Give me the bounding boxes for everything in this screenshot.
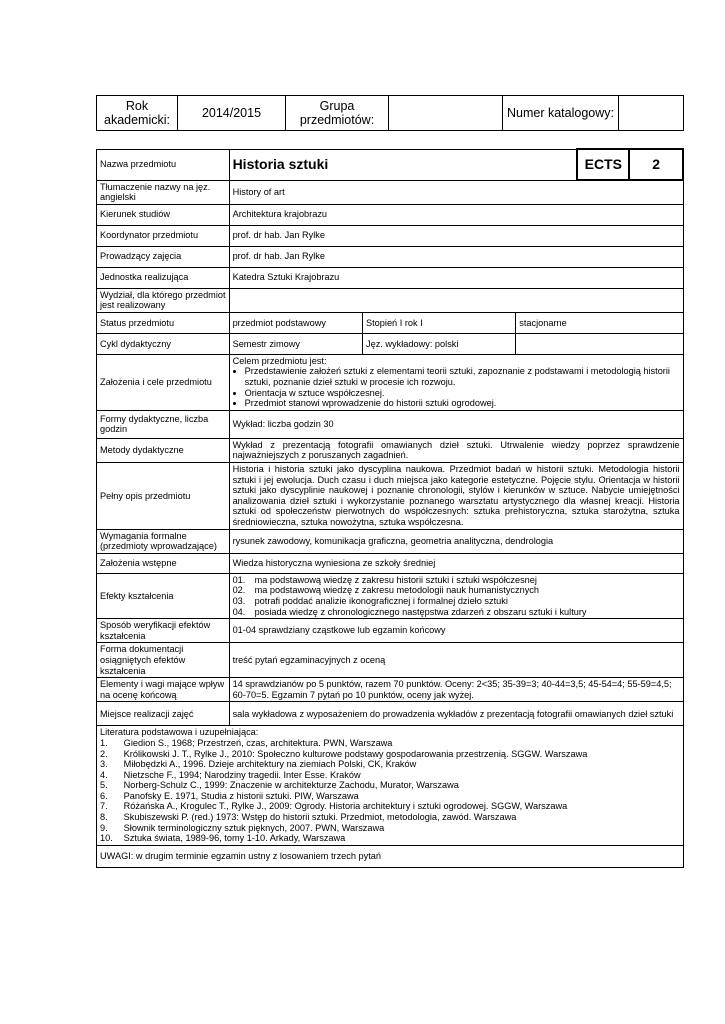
forms-label: Formy dydaktyczne, liczba godzin <box>97 410 230 438</box>
literature-item: 9. Słownik terminologiczny sztuk pięknych, 2007. PWN, Warszawa <box>100 822 385 833</box>
literature-item: 6. Panofsky E. 1971, Studia z historii sztuki. PIW, Warszawa <box>100 790 359 801</box>
cycle-label: Cykl dydaktyczny <box>97 333 230 354</box>
faculty-value <box>229 288 683 312</box>
cycle-value: Semestr zimowy <box>229 333 362 354</box>
goals-intro: Celem przedmiotu jest: <box>232 355 327 366</box>
literature-item: 7. Różańska A., Krogulec T., Rylke J., 2009: Ogrody. Historia architektury i sztuki ogrodowej. SGGW, Warszawa <box>100 801 568 812</box>
group-label: Grupa przedmiotów: <box>286 96 389 131</box>
year-label: Rok akademicki: <box>97 96 178 131</box>
faculty-label: Wydział, dla którego przedmiot jest realizowany <box>97 288 230 312</box>
course-table <box>96 148 684 868</box>
description-value: Historia i historia sztuki jako dyscyplina naukowa. Przedmiot badań w historii sztuki. Metodologia historii sztuki i jej ewolucja. Duch czasu i duch miejsca jako kategorie estetyczne. Pojęcie stylu. Orientacja w historii sztuki jako dyscyplinie naukowej i poznanie chronologii, stylów i kierunków w sztuce. Nabycie umiejętności analizowania dzieł sztuki i wykorzystanie poznanego warsztatu artystycznego dla własnej kreacji. Historia sztuki od społeczeństw pierwotnych do współczesnych: sztuka prehistoryczna, sztuka starożytna, sztuka średniowieczna, sztuka nowożytna, sztuka współczesna. <box>229 463 683 530</box>
group-value <box>389 96 503 131</box>
field-value: Architektura krajobrazu <box>229 204 683 225</box>
lecturer-label: Prowadzący zajęcia <box>97 246 230 267</box>
literature-item: 2. Królikowski J. T., Rylke J., 2010: Społeczno kulturowe podstawy gospodarowania przestrzenią. SGGW. Warszawa <box>100 748 588 759</box>
language-value: Jęz. wykładowy: polski <box>363 333 516 354</box>
coordinator-value: prof. dr hab. Jan Rylke <box>229 225 683 246</box>
ects-label: ECTS <box>577 149 629 180</box>
goals-label: Założenia i cele przedmiotu <box>97 354 230 410</box>
outcomes-list <box>233 575 680 617</box>
verification-label: Sposób weryfikacji efektów kształcenia <box>97 619 230 643</box>
translation-label: Tłumaczenie nazwy na jęz. angielski <box>97 180 230 204</box>
outcomes-cell <box>229 573 683 618</box>
literature-item: 1. Giedion S., 1968; Przestrzeń, czas, architektura. PWN, Warszawa <box>100 737 393 748</box>
literature-item: 3. Miłobędzki A., 1996. Dzieje architektury na ziemiach Polski, CK, Kraków <box>100 759 417 770</box>
prereq-label: Wymagania formalne (przedmioty wprowadzające) <box>97 529 230 553</box>
year-value: 2014/2015 <box>178 96 286 131</box>
outcomes-label: Efekty kształcenia <box>97 573 230 618</box>
literature-item: 10. Sztuka świata, 1989-96, tomy 1-10. Arkady, Warszawa <box>100 833 346 844</box>
documentation-value: treść pytań egzaminacyjnych z oceną <box>229 643 683 678</box>
literature-cell <box>97 726 684 846</box>
literature-item: 4. Nietzsche F., 1994; Narodziny tragedii. Inter Esse. Kraków <box>100 769 361 780</box>
literature-title: Literatura podstawowa i uzupełniająca: <box>100 727 259 738</box>
goals-list <box>233 366 680 408</box>
goal-item: • Orientacja w sztuce współczesnej. <box>245 388 680 399</box>
outcome-item: 04. posiada wiedzę z chronologicznego następstwa zdarzeń z obszaru sztuki i kultury <box>232 606 587 617</box>
lecturer-value: prof. dr hab. Jan Rylke <box>229 246 683 267</box>
methods-value: Wykład z prezentacją fotografii omawianych dzieł sztuki. Utrwalenie wiedzy poprzez sprawdzenie najważniejszych z poruszanych zagadnień. <box>229 438 683 462</box>
literature-item: 8. Skubiszewski P. (red.) 1973: Wstęp do historii sztuki. Przedmiot, metodologia, zawód. Warszawa <box>100 812 517 823</box>
course-name-label: Nazwa przedmiotu <box>97 149 230 180</box>
weights-value: 14 sprawdzianów po 5 punktów, razem 70 punktów. Oceny: 2<35; 35-39=3; 40-44=3,5; 45-54=4; 55-59=4,5; 60-70=5. Egzamin 7 pytań po 10 punktów, oceny jak wyżej. <box>229 678 683 702</box>
goal-item: • Przedstawienie założeń sztuki z elementami teorii sztuki, zapoznanie z podstawami i metodologią historii sztuki, poznanie dzieł sztuki w procesie ich rozwoju. <box>245 366 680 387</box>
place-value: sala wykładowa z wyposażeniem do prowadzenia wykładów z prezentacją fotografii omawianych dzieł sztuki <box>229 702 683 726</box>
forms-value: Wykład: liczba godzin 30 <box>229 410 683 438</box>
literature-list <box>100 738 680 844</box>
documentation-label: Forma dokumentacji osiągniętych efektów kształcenia <box>97 643 230 678</box>
weights-label: Elementy i wagi mające wpływ na ocenę końcową <box>97 678 230 702</box>
status-value: przedmiot podstawowy <box>229 312 362 333</box>
study-mode-value: stacjonarne <box>516 312 683 333</box>
assumptions-value: Wiedza historyczna wyniesiona ze szkoły średniej <box>229 553 683 573</box>
catalog-label: Numer katalogowy: <box>503 96 619 131</box>
methods-label: Metody dydaktyczne <box>97 438 230 462</box>
literature-item: 5. Norberg-Schulz C., 1999: Znaczenie w architekturze Zachodu, Murator, Warszawa <box>100 780 459 791</box>
remarks: UWAGI: w drugim terminie egzamin ustny z losowaniem trzech pytań <box>97 845 684 867</box>
place-label: Miejsce realizacji zajęć <box>97 702 230 726</box>
course-name: Historia sztuki <box>229 149 577 180</box>
goal-item: • Przedmiot stanowi wprowadzenie do historii sztuki ogrodowej. <box>245 398 680 409</box>
description-label: Pełny opis przedmiotu <box>97 463 230 530</box>
assumptions-label: Założenia wstępne <box>97 553 230 573</box>
outcome-item: 03. potrafi poddać analizie ikonograficznej i formalnej dzieło sztuki <box>232 595 508 606</box>
header-table <box>96 95 684 131</box>
degree-value: Stopień I rok I <box>363 312 516 333</box>
verification-value: 01-04 sprawdziany cząstkowe lub egzamin końcowy <box>229 619 683 643</box>
unit-label: Jednostka realizująca <box>97 267 230 288</box>
translation-value: History of art <box>229 180 683 204</box>
field-label: Kierunek studiów <box>97 204 230 225</box>
goals-cell <box>229 354 683 410</box>
ects-value: 2 <box>629 149 683 180</box>
outcome-item: 02. ma podstawową wiedzę z zakresu metodologii nauk humanistycznych <box>232 585 540 596</box>
unit-value: Katedra Sztuki Krajobrazu <box>229 267 683 288</box>
catalog-value <box>619 96 684 131</box>
outcome-item: 01. ma podstawową wiedzę z zakresu historii sztuki i sztuki współczesnej <box>232 574 537 585</box>
cycle-empty <box>516 333 683 354</box>
prereq-value: rysunek zawodowy, komunikacja graficzna, geometria analityczna, dendrologia <box>229 529 683 553</box>
coordinator-label: Koordynator przedmiotu <box>97 225 230 246</box>
status-label: Status przedmiotu <box>97 312 230 333</box>
